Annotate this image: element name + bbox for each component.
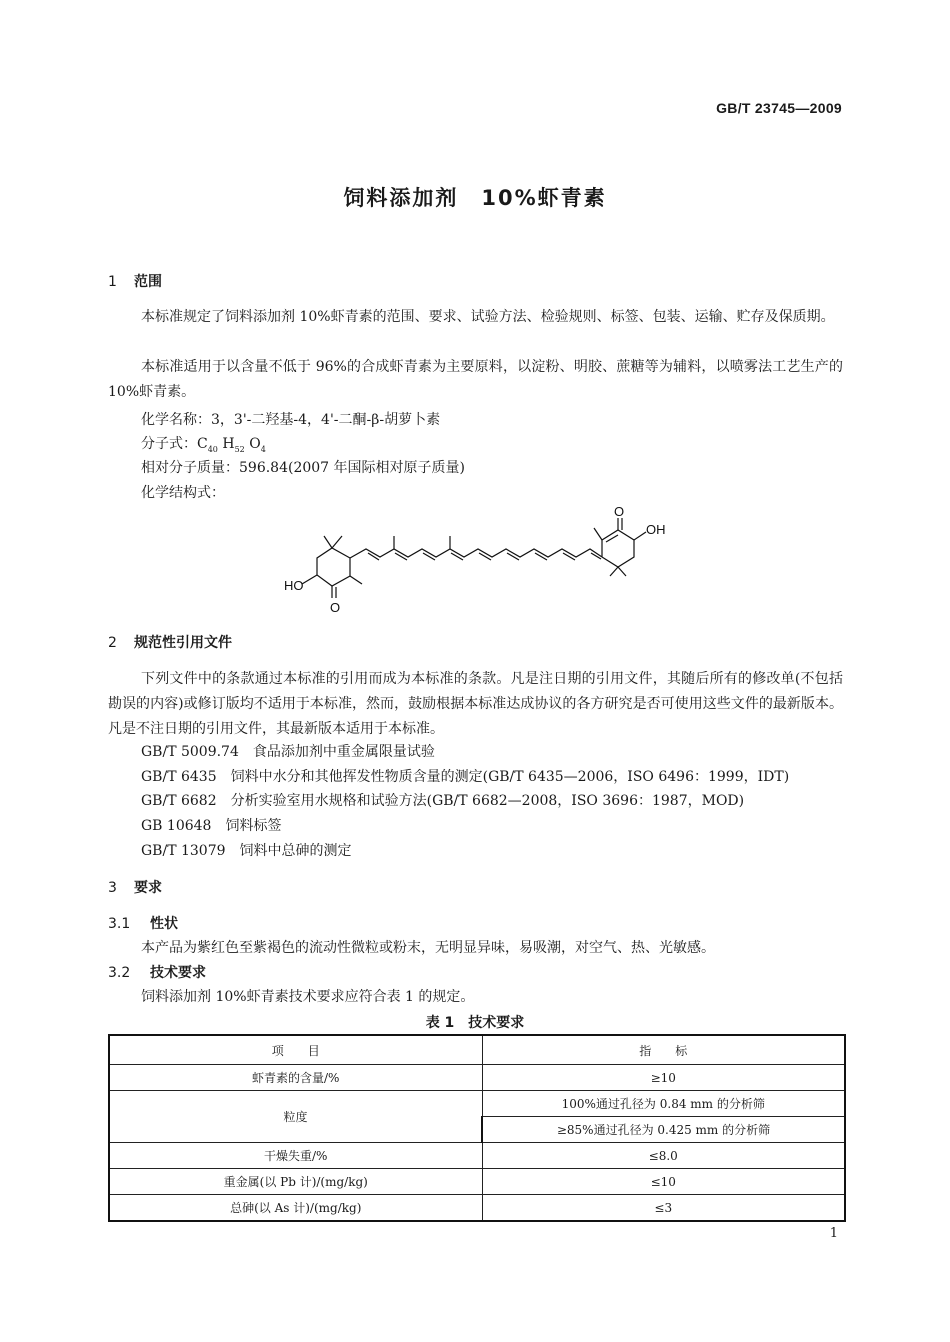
row-item: 粒度 <box>109 1091 482 1143</box>
reference-item <box>141 741 435 761</box>
table-caption: 表 1 技术要求 <box>425 1015 525 1031</box>
row-item: 重金属(以 Pb 计)/(mg/kg) <box>109 1169 482 1195</box>
row-value: ≥10 <box>482 1065 845 1091</box>
reference-title: 食品添加剂中重金属限量试验 <box>252 744 435 760</box>
structure-label: 化学结构式： <box>141 485 225 501</box>
column-header-item: 项 目 <box>109 1035 482 1065</box>
subsection-3-1-heading <box>108 913 178 933</box>
reference-item <box>141 815 281 835</box>
reference-item <box>141 766 789 786</box>
reference-code: GB/T 13079 <box>141 843 226 859</box>
formula-c-count: 40 <box>207 444 218 454</box>
section-number: 1 <box>108 274 117 290</box>
reference-code: GB/T 6682 <box>141 793 217 809</box>
row-item: 总砷(以 As 计)/(mg/kg) <box>109 1195 482 1222</box>
subsection-number: 3.1 <box>108 916 131 932</box>
row-item: 干燥失重/% <box>109 1143 482 1169</box>
row-value: ≤10 <box>482 1169 845 1195</box>
formula-label: 分子式： <box>141 436 197 452</box>
reference-title: 饲料中水分和其他挥发性物质含量的测定(GB/T 6435—2006，ISO 6496：1999，IDT) <box>230 769 790 785</box>
oxo-label-right: O <box>614 504 625 519</box>
reference-title: 饲料标签 <box>225 818 282 834</box>
subsection-title: 性状 <box>150 916 178 932</box>
table-row <box>109 1143 845 1169</box>
table-row <box>109 1065 845 1091</box>
section-1-paragraph-1: 本标准规定了饲料添加剂 10%虾青素的范围、要求、试验方法、检验规则、标签、包装、运输、贮存及保质期。 <box>141 309 835 325</box>
formula-c: C <box>197 436 208 452</box>
formula-h-count: 52 <box>234 444 245 454</box>
section-1-paragraph-2: 本标准适用于以含量不低于 96%的合成虾青素为主要原料，以淀粉、明胶、蔗糖等为辅料，以喷雾法工艺生产的 10%虾青素。 <box>108 359 843 400</box>
subsection-title: 技术要求 <box>150 965 206 981</box>
table-header-row <box>109 1035 845 1065</box>
molecular-formula <box>141 433 266 454</box>
formula-o: O <box>249 436 261 452</box>
standard-number: GB/T 23745—2009 <box>716 100 842 116</box>
reference-code: GB/T 6435 <box>141 769 217 785</box>
column-header-index: 指 标 <box>482 1035 845 1065</box>
row-value: ≤8.0 <box>482 1143 845 1169</box>
table-row <box>109 1195 845 1222</box>
row-value: ≥85%通过孔径为 0.425 mm 的分析筛 <box>482 1117 845 1143</box>
row-value: 100%通过孔径为 0.84 mm 的分析筛 <box>482 1091 845 1117</box>
section-2-heading <box>108 632 232 652</box>
oh-label: OH <box>646 522 666 537</box>
oxo-label-left: O <box>330 600 341 615</box>
reference-code: GB/T 5009.74 <box>141 744 239 760</box>
section-title: 要求 <box>134 880 162 896</box>
section-3-heading <box>108 877 162 897</box>
subsection-3-2-heading <box>108 962 206 982</box>
reference-code: GB 10648 <box>141 818 212 834</box>
molecular-mass: 相对分子质量：596.84(2007 年国际相对原子质量) <box>141 460 465 476</box>
reference-item <box>141 840 352 860</box>
document-title: 饲料添加剂 10%虾青素 <box>343 186 607 210</box>
row-value: ≤3 <box>482 1195 845 1222</box>
table-row <box>109 1091 845 1117</box>
section-1-heading <box>108 271 162 291</box>
table-row <box>109 1169 845 1195</box>
subsection-3-2-paragraph: 饲料添加剂 10%虾青素技术要求应符合表 1 的规定。 <box>141 989 475 1005</box>
reference-item <box>141 790 744 810</box>
astaxanthin-structure <box>280 500 690 620</box>
formula-o-count: 4 <box>260 444 266 454</box>
section-number: 3 <box>108 880 117 896</box>
section-title: 规范性引用文件 <box>134 635 232 651</box>
subsection-3-1-paragraph: 本产品为紫红色至紫褐色的流动性微粒或粉末，无明显异味，易吸潮，对空气、热、光敏感。 <box>141 940 715 956</box>
page-number: 1 <box>829 1226 838 1241</box>
chemical-name: 化学名称：3，3'-二羟基-4，4'-二酮-β-胡萝卜素 <box>141 412 441 428</box>
section-title: 范围 <box>134 274 162 290</box>
subsection-number: 3.2 <box>108 965 131 981</box>
section-number: 2 <box>108 635 117 651</box>
technical-requirements-table <box>108 1034 846 1222</box>
row-item: 虾青素的含量/% <box>109 1065 482 1091</box>
ho-label: HO <box>284 578 304 593</box>
reference-title: 分析实验室用水规格和试验方法(GB/T 6682—2008，ISO 3696：1987，MOD) <box>230 793 745 809</box>
reference-title: 饲料中总砷的测定 <box>239 843 352 859</box>
section-2-paragraph: 下列文件中的条款通过本标准的引用而成为本标准的条款。凡是注日期的引用文件，其随后所有的修改单(不包括勘误的内容)或修订版均不适用于本标准，然而，鼓励根据本标准达成协议的各方研究是否可使用这些文件的最新版本。凡是不注日期的引用文件，其最新版本适用于本标准。 <box>108 671 843 737</box>
formula-h: H <box>222 436 235 452</box>
